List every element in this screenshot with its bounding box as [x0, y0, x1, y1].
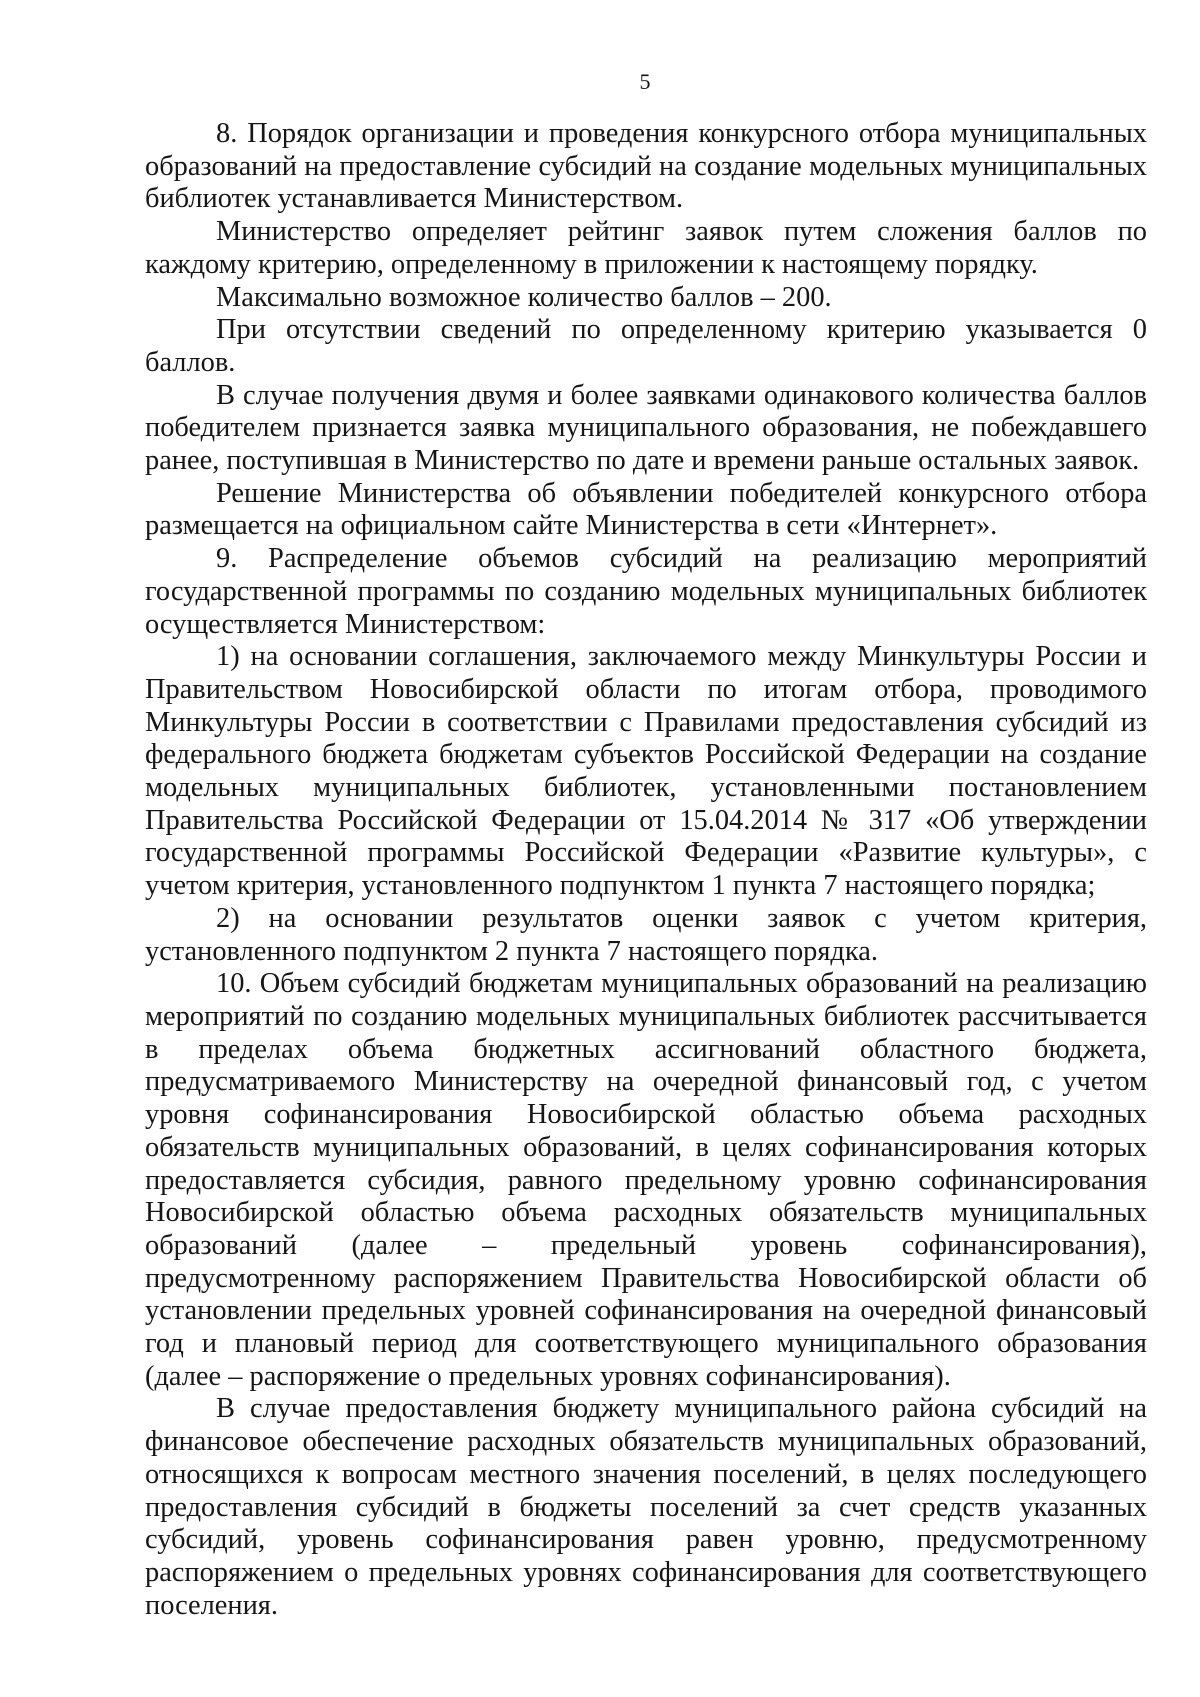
paragraph-max-score: Максимально возможное количество баллов – 200. — [216, 281, 832, 313]
paragraph-8-competition-procedure: 8. Порядок организации и проведения конкурсного отбора муниципальных образований на предоставление субсидий на создание модельных муниципальных библиотек устанавливается Министерством. — [145, 118, 1147, 215]
paragraph-winners-announcement: Решение Министерства об объявлении победителей конкурсного отбора размещается на официальном сайте Министерства в сети «Интернет». — [145, 477, 1147, 542]
paragraph-9-distribution: 9. Распределение объемов субсидий на реализацию мероприятий государственной программы по созданию модельных муниципальных библиотек осуществляется Министерством: — [145, 543, 1147, 640]
paragraph-9-item-1: 1) на основании соглашения, заключаемого между Минкультуры России и Правительством Новосибирской области по итогам отбора, проводимого Минкультуры России в соответствии с Правилами предоставления субсидий из федерального бюджета бюджетам субъектов Российской Федерации на создание модельных муниципальных библиотек, установленными постановлением Правительства Российской Федерации от 15.04.2014 № 317 «Об утверждении государственной программы Российской Федерации «Развитие культуры», с учетом критерия, установленного подпунктом 1 пункта 7 настоящего порядка; — [145, 641, 1147, 902]
page-number: 5 — [639, 69, 651, 94]
paragraph-district-subsidies: В случае предоставления бюджету муниципального района субсидий на финансовое обеспечение расходных обязательств муниципальных образований, относящихся к вопросам местного значения поселений, в целях последующего предоставления субсидий в бюджеты поселений за счет средств указанных субсидий, уровень софинансирования равен уровню, предусмотренному распоряжением о предельных уровнях софинансирования для соответствующего поселения. — [145, 1393, 1147, 1621]
document-body — [145, 118, 1147, 1622]
paragraph-missing-data: При отсутствии сведений по определенному критерию указывается 0 баллов. — [145, 314, 1147, 378]
paragraph-10-subsidy-volume: 10. Объем субсидий бюджетам муниципальных образований на реализацию мероприятий по созданию модельных муниципальных библиотек рассчитывается в пределах объема бюджетных ассигнований областного бюджета, предусматриваемого Министерству на очередной финансовый год, с учетом уровня софинансирования Новосибирской областью объема расходных обязательств муниципальных образований, в целях софинансирования которых предоставляется субсидия, равного предельному уровню софинансирования Новосибирской областью объема расходных обязательств муниципальных образований (далее – предельный уровень софинансирования), предусмотренному распоряжением Правительства Новосибирской области об установлении предельных уровней софинансирования на очередной финансовый год и плановый период для соответствующего муниципального образования (далее – распоряжение о предельных уровнях софинансирования). — [145, 968, 1147, 1392]
paragraph-equal-score: В случае получения двумя и более заявками одинакового количества баллов победителем признается заявка муниципального образования, не побеждавшего ранее, поступившая в Министерство по дате и времени раньше остальных заявок. — [145, 379, 1147, 477]
paragraph-rating: Министерство определяет рейтинг заявок путем сложения баллов по каждому критерию, определенному в приложении к настоящему порядку. — [145, 216, 1147, 280]
paragraph-9-item-2: 2) на основании результатов оценки заявок с учетом критерия, установленного подпунктом 2 пункта 7 настоящего порядка. — [145, 902, 1147, 967]
